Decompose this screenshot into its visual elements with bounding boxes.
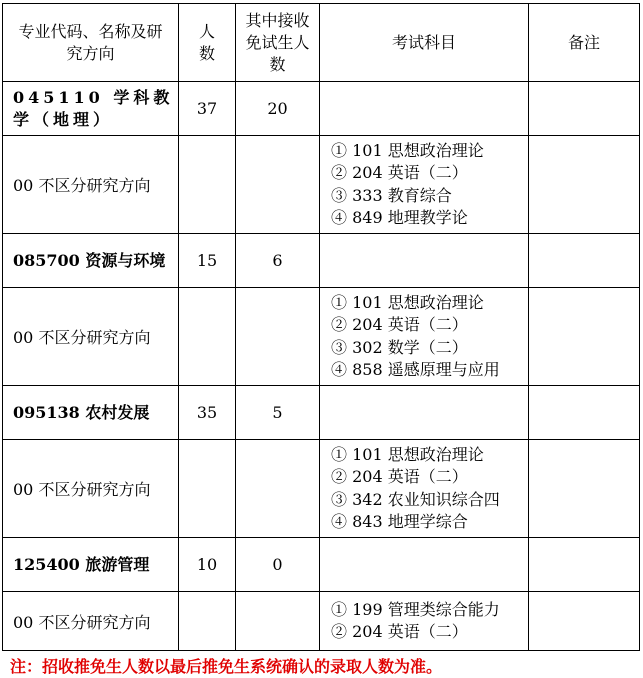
direction-row: [3, 440, 640, 538]
major-name: 045110 学科教学（地理）: [3, 82, 179, 136]
header-exempt: 其中接收免试生人数: [236, 4, 320, 82]
footnote: 注：招收推免生人数以最后推免生系统确认的录取人数为准。: [10, 657, 443, 676]
subject-item: ② 204 英语（二）: [331, 622, 468, 641]
subject-item: ② 204 英语（二）: [331, 163, 468, 182]
major-count: 37: [179, 82, 236, 136]
direction-count: [179, 136, 236, 234]
direction-subjects: [320, 592, 529, 651]
subject-item: ③ 302 数学（二）: [331, 337, 468, 357]
direction-count: [179, 592, 236, 651]
direction-exempt: [236, 592, 320, 651]
major-count: 15: [179, 234, 236, 288]
direction-row: [3, 592, 640, 651]
direction-row: [3, 288, 640, 386]
major-remark: [529, 234, 640, 288]
direction-remark: [529, 136, 640, 234]
major-name: 095138 农村发展: [3, 386, 179, 440]
major-row: [3, 82, 640, 136]
subject-item: ④ 849 地理教学论: [331, 208, 468, 227]
direction-subjects: [320, 136, 529, 234]
major-remark: [529, 538, 640, 592]
header-count: 人数: [179, 4, 236, 82]
major-count: 35: [179, 386, 236, 440]
subject-item: ① 101 思想政治理论: [331, 444, 484, 464]
major-name: 125400 旅游管理: [3, 538, 179, 592]
subject-item: ③ 333 教育综合: [331, 185, 452, 205]
direction-name: 00 不区分研究方向: [3, 592, 179, 651]
direction-subjects: [320, 288, 529, 386]
subject-item: ① 101 思想政治理论: [331, 292, 484, 312]
major-remark: [529, 386, 640, 440]
major-exempt: 0: [236, 538, 320, 592]
major-row: [3, 234, 640, 288]
major-subjects-empty: [320, 386, 529, 440]
direction-exempt: [236, 136, 320, 234]
subject-item: ① 101 思想政治理论: [331, 140, 484, 160]
major-remark: [529, 82, 640, 136]
direction-name: 00 不区分研究方向: [3, 288, 179, 386]
header-subjects: 考试科目: [320, 4, 529, 82]
subject-item: ① 199 管理类综合能力: [331, 599, 500, 619]
major-row: [3, 538, 640, 592]
major-row: [3, 386, 640, 440]
direction-count: [179, 440, 236, 538]
major-name: 085700 资源与环境: [3, 234, 179, 288]
direction-subjects: [320, 440, 529, 538]
direction-remark: [529, 288, 640, 386]
direction-name: 00 不区分研究方向: [3, 440, 179, 538]
subject-item: ④ 843 地理学综合: [331, 512, 468, 531]
major-exempt: 5: [236, 386, 320, 440]
major-exempt: 20: [236, 82, 320, 136]
direction-exempt: [236, 440, 320, 538]
major-subjects-empty: [320, 538, 529, 592]
major-subjects-empty: [320, 234, 529, 288]
major-exempt: 6: [236, 234, 320, 288]
subject-item: ④ 858 遥感原理与应用: [331, 360, 500, 379]
direction-remark: [529, 440, 640, 538]
major-subjects-empty: [320, 82, 529, 136]
subject-item: ③ 342 农业知识综合四: [331, 489, 500, 509]
table-header-row: [3, 4, 640, 82]
direction-exempt: [236, 288, 320, 386]
subject-item: ② 204 英语（二）: [331, 315, 468, 334]
direction-count: [179, 288, 236, 386]
direction-name: 00 不区分研究方向: [3, 136, 179, 234]
direction-row: [3, 136, 640, 234]
program-table: [2, 3, 640, 651]
header-remark: 备注: [529, 4, 640, 82]
direction-remark: [529, 592, 640, 651]
subject-item: ② 204 英语（二）: [331, 467, 468, 486]
major-count: 10: [179, 538, 236, 592]
header-major: 专业代码、名称及研究方向: [3, 4, 179, 82]
